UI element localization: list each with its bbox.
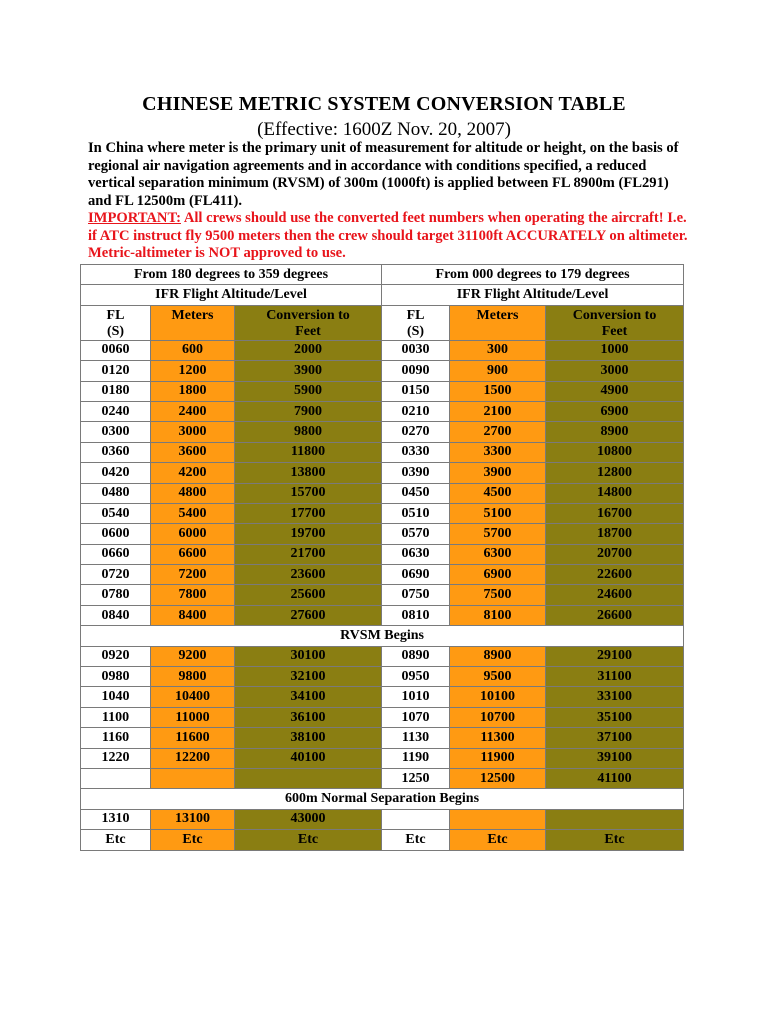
cell-meters-left: 1800 xyxy=(151,381,235,401)
cell-feet-right: 39100 xyxy=(546,748,684,768)
cell-fl-right: 0390 xyxy=(382,463,450,483)
cell-fl-right: 0450 xyxy=(382,483,450,503)
cell-meters-right: 12500 xyxy=(450,768,546,788)
cell-feet-right: 35100 xyxy=(546,707,684,727)
cell-meters-right: 1500 xyxy=(450,381,546,401)
cell-fl-left: 0060 xyxy=(81,340,151,360)
cell-fl-left: 1040 xyxy=(81,687,151,707)
cell-meters-left: 12200 xyxy=(151,748,235,768)
cell-fl-left: 1160 xyxy=(81,728,151,748)
table-row xyxy=(81,340,684,360)
cell-fl-left: 0480 xyxy=(81,483,151,503)
cell-feet-right: 41100 xyxy=(546,768,684,788)
cell-feet-left: 27600 xyxy=(235,605,382,625)
cell-fl-right: 0030 xyxy=(382,340,450,360)
cell-fl-right: 0090 xyxy=(382,361,450,381)
cell-fl-left: 0120 xyxy=(81,361,151,381)
cell-fl-left: 0920 xyxy=(81,646,151,666)
cell-fl-right: 0270 xyxy=(382,422,450,442)
cell-fl-right: 0510 xyxy=(382,503,450,523)
cell-feet-right: 16700 xyxy=(546,503,684,523)
cell-fl-right: 0690 xyxy=(382,565,450,585)
cell-feet-right: 10800 xyxy=(546,442,684,462)
cell-meters-right: 2100 xyxy=(450,401,546,421)
cell-fl-right: 1130 xyxy=(382,728,450,748)
column-header-row xyxy=(81,305,684,340)
cell-feet-right: 33100 xyxy=(546,687,684,707)
col-header-fl-right: FL (S) xyxy=(382,305,450,340)
cell-fl-right: 1010 xyxy=(382,687,450,707)
cell-fl-right: Etc xyxy=(382,830,450,850)
cell-meters-left: 1200 xyxy=(151,361,235,381)
cell-meters-left: 6600 xyxy=(151,544,235,564)
cell-meters-right: Etc xyxy=(450,830,546,850)
cell-feet-left: 15700 xyxy=(235,483,382,503)
cell-feet-left: 2000 xyxy=(235,340,382,360)
rvsm-begins-label: RVSM Begins xyxy=(81,626,684,646)
cell-fl-left: 0840 xyxy=(81,605,151,625)
cell-meters-right: 4500 xyxy=(450,483,546,503)
table-row xyxy=(81,748,684,768)
cell-meters-right: 7500 xyxy=(450,585,546,605)
cell-feet-left: 5900 xyxy=(235,381,382,401)
conversion-table xyxy=(80,264,684,851)
table-row xyxy=(81,463,684,483)
cell-fl-left: 0980 xyxy=(81,667,151,687)
cell-feet-right: 26600 xyxy=(546,605,684,625)
cell-meters-right: 10100 xyxy=(450,687,546,707)
cell-meters-left: 8400 xyxy=(151,605,235,625)
cell-meters-left: 3600 xyxy=(151,442,235,462)
cell-meters-right: 300 xyxy=(450,340,546,360)
cell-fl-left xyxy=(81,768,151,788)
cell-fl-right: 0950 xyxy=(382,667,450,687)
cell-fl-right: 0150 xyxy=(382,381,450,401)
cell-fl-left: 0660 xyxy=(81,544,151,564)
cell-meters-left: 11600 xyxy=(151,728,235,748)
cell-feet-left: 21700 xyxy=(235,544,382,564)
cell-feet-right: 22600 xyxy=(546,565,684,585)
col-header-meters-right: Meters xyxy=(450,305,546,340)
cell-feet-left: 25600 xyxy=(235,585,382,605)
rvsm-begins-label-row xyxy=(81,626,684,646)
important-notice xyxy=(88,210,688,263)
col-header-meters-left: Meters xyxy=(151,305,235,340)
cell-feet-left: 34100 xyxy=(235,687,382,707)
cell-feet-left: 38100 xyxy=(235,728,382,748)
cell-feet-left: 30100 xyxy=(235,646,382,666)
cell-feet-left: 40100 xyxy=(235,748,382,768)
cell-meters-left: 7800 xyxy=(151,585,235,605)
intro-paragraph: In China where meter is the primary unit of measurement for altitude or height, on the basis of regional air navigation agreements and in accordance with conditions specified, a reduced vertical separation minimum (RVSM) of 300m (1000ft) is applied between FL 8900m (FL291) and FL 12500m (FL411). xyxy=(88,140,679,209)
table-row xyxy=(81,830,684,850)
cell-meters-right: 9500 xyxy=(450,667,546,687)
cell-fl-right: 1250 xyxy=(382,768,450,788)
cell-feet-left: 23600 xyxy=(235,565,382,585)
cell-fl-left: 1100 xyxy=(81,707,151,727)
cell-feet-right: 3000 xyxy=(546,361,684,381)
cell-feet-right: 37100 xyxy=(546,728,684,748)
cell-meters-right: 10700 xyxy=(450,707,546,727)
cell-meters-left: 11000 xyxy=(151,707,235,727)
cell-meters-left: 5400 xyxy=(151,503,235,523)
cell-fl-left: 0720 xyxy=(81,565,151,585)
separation-600m-label: 600m Normal Separation Begins xyxy=(81,789,684,809)
cell-feet-right: 29100 xyxy=(546,646,684,666)
cell-feet-right: 31100 xyxy=(546,667,684,687)
cell-fl-left: 0540 xyxy=(81,503,151,523)
cell-feet-left: Etc xyxy=(235,830,382,850)
cell-meters-left: 6000 xyxy=(151,524,235,544)
cell-feet-left: 32100 xyxy=(235,667,382,687)
cell-feet-left: 11800 xyxy=(235,442,382,462)
table-row xyxy=(81,768,684,788)
table-row xyxy=(81,381,684,401)
cell-meters-left: 4200 xyxy=(151,463,235,483)
cell-meters-right: 2700 xyxy=(450,422,546,442)
cell-meters-right: 3300 xyxy=(450,442,546,462)
important-label: IMPORTANT: xyxy=(88,210,181,226)
separation-600m-label-row xyxy=(81,789,684,809)
cell-meters-left: 10400 xyxy=(151,687,235,707)
heading-180-359: From 180 degrees to 359 degrees xyxy=(81,265,382,285)
cell-feet-left: 3900 xyxy=(235,361,382,381)
cell-feet-left: 17700 xyxy=(235,503,382,523)
cell-meters-right: 11300 xyxy=(450,728,546,748)
cell-fl-left: 1310 xyxy=(81,809,151,829)
cell-meters-right: 6300 xyxy=(450,544,546,564)
cell-feet-right xyxy=(546,809,684,829)
col-header-feet-right: Conversion to Feet xyxy=(546,305,684,340)
table-row xyxy=(81,503,684,523)
cell-fl-left: 0600 xyxy=(81,524,151,544)
cell-feet-left: 19700 xyxy=(235,524,382,544)
cell-fl-right: 0570 xyxy=(382,524,450,544)
table-row xyxy=(81,667,684,687)
table-row xyxy=(81,585,684,605)
cell-feet-right: 1000 xyxy=(546,340,684,360)
table-row xyxy=(81,401,684,421)
cell-meters-right: 5100 xyxy=(450,503,546,523)
cell-fl-left: 0780 xyxy=(81,585,151,605)
cell-feet-left: 43000 xyxy=(235,809,382,829)
cell-fl-left: 1220 xyxy=(81,748,151,768)
cell-fl-right: 1190 xyxy=(382,748,450,768)
table-row xyxy=(81,565,684,585)
cell-meters-right: 8100 xyxy=(450,605,546,625)
cell-feet-left: 13800 xyxy=(235,463,382,483)
cell-meters-right: 8900 xyxy=(450,646,546,666)
cell-fl-right: 1070 xyxy=(382,707,450,727)
ifr-heading-left: IFR Flight Altitude/Level xyxy=(81,285,382,305)
cell-meters-left: 9200 xyxy=(151,646,235,666)
cell-meters-left: 9800 xyxy=(151,667,235,687)
cell-feet-right: 20700 xyxy=(546,544,684,564)
table-row xyxy=(81,442,684,462)
cell-feet-right: 4900 xyxy=(546,381,684,401)
table-row xyxy=(81,483,684,503)
table-row xyxy=(81,422,684,442)
cell-meters-left: 2400 xyxy=(151,401,235,421)
table-row xyxy=(81,687,684,707)
table-row xyxy=(81,809,684,829)
table-row xyxy=(81,544,684,564)
effective-date: (Effective: 1600Z Nov. 20, 2007) xyxy=(257,119,511,140)
col-header-feet-left: Conversion to Feet xyxy=(235,305,382,340)
cell-meters-right xyxy=(450,809,546,829)
cell-fl-left: 0420 xyxy=(81,463,151,483)
table-row xyxy=(81,707,684,727)
cell-meters-right: 6900 xyxy=(450,565,546,585)
cell-fl-left: 0300 xyxy=(81,422,151,442)
cell-fl-left: 0240 xyxy=(81,401,151,421)
cell-meters-right: 900 xyxy=(450,361,546,381)
table-row xyxy=(81,524,684,544)
cell-fl-left: Etc xyxy=(81,830,151,850)
cell-meters-right: 5700 xyxy=(450,524,546,544)
cell-feet-left: 36100 xyxy=(235,707,382,727)
cell-meters-left xyxy=(151,768,235,788)
cell-meters-left: 13100 xyxy=(151,809,235,829)
cell-feet-left: 7900 xyxy=(235,401,382,421)
cell-meters-left: 600 xyxy=(151,340,235,360)
cell-fl-right xyxy=(382,809,450,829)
page-title: CHINESE METRIC SYSTEM CONVERSION TABLE xyxy=(142,93,626,115)
cell-fl-right: 0330 xyxy=(382,442,450,462)
cell-feet-right: 8900 xyxy=(546,422,684,442)
cell-fl-left: 0360 xyxy=(81,442,151,462)
cell-fl-right: 0890 xyxy=(382,646,450,666)
important-text: All crews should use the converted feet numbers when operating the aircraft! I.e. if ATC instruct fly 9500 meters then the crew should target 31100ft ACCURATELY on altimeter. Metric-altimeter is NOT approved to use. xyxy=(88,210,688,261)
cell-feet-left xyxy=(235,768,382,788)
cell-feet-right: 6900 xyxy=(546,401,684,421)
cell-feet-right: 14800 xyxy=(546,483,684,503)
cell-feet-right: 24600 xyxy=(546,585,684,605)
cell-meters-left: 7200 xyxy=(151,565,235,585)
cell-feet-right: 12800 xyxy=(546,463,684,483)
cell-meters-right: 11900 xyxy=(450,748,546,768)
table-row xyxy=(81,728,684,748)
col-header-fl-left: FL (S) xyxy=(81,305,151,340)
cell-meters-left: 4800 xyxy=(151,483,235,503)
table-row xyxy=(81,646,684,666)
table-row xyxy=(81,361,684,381)
cell-feet-right: 18700 xyxy=(546,524,684,544)
table-row xyxy=(81,605,684,625)
cell-feet-left: 9800 xyxy=(235,422,382,442)
cell-feet-right: Etc xyxy=(546,830,684,850)
heading-000-179: From 000 degrees to 179 degrees xyxy=(382,265,684,285)
cell-fl-right: 0210 xyxy=(382,401,450,421)
cell-fl-right: 0630 xyxy=(382,544,450,564)
cell-meters-right: 3900 xyxy=(450,463,546,483)
cell-meters-left: Etc xyxy=(151,830,235,850)
cell-fl-left: 0180 xyxy=(81,381,151,401)
cell-fl-right: 0810 xyxy=(382,605,450,625)
cell-meters-left: 3000 xyxy=(151,422,235,442)
cell-fl-right: 0750 xyxy=(382,585,450,605)
intro-text-block xyxy=(88,140,688,263)
ifr-heading-right: IFR Flight Altitude/Level xyxy=(382,285,684,305)
